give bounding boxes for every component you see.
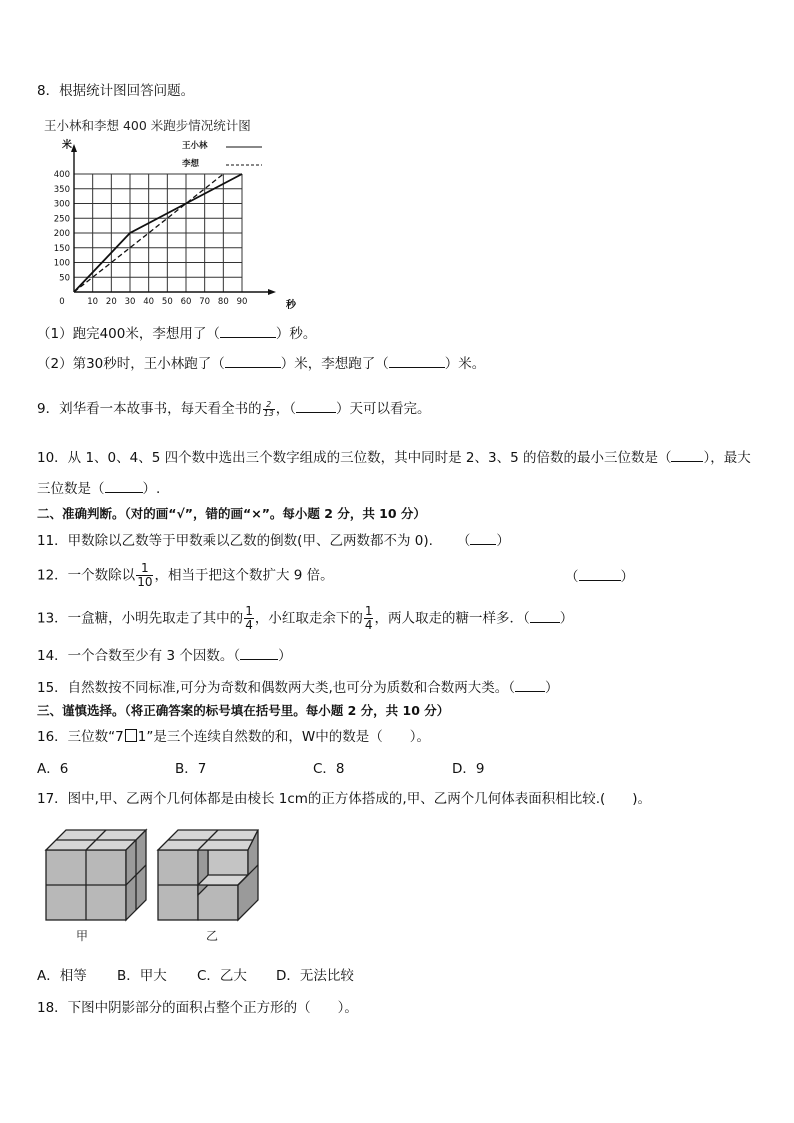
- q11-blank[interactable]: [470, 530, 496, 545]
- q16: [37, 728, 430, 746]
- x-tick-label: 90: [236, 297, 248, 307]
- q14-paren-b: ）: [278, 648, 292, 664]
- q15-paren-b: ）: [545, 680, 559, 696]
- q12-paren-a: （: [565, 569, 579, 585]
- q12-answer: [565, 566, 634, 586]
- section2-heading: 二、准确判断。（对的画“√”，错的画“×”。每小题 2 分，共 10 分）: [37, 506, 426, 521]
- chart-title: 王小林和李想 400 米跑步情况统计图: [44, 118, 251, 133]
- q12-fraction: [136, 562, 153, 589]
- q13-text-c: ，两人取走的糖一样多．（: [374, 610, 530, 627]
- q8-stem: 8．根据统计图回答问题。: [37, 83, 195, 99]
- q13-frac-num-2: 1: [364, 604, 373, 618]
- q11: [37, 530, 510, 550]
- label-yi: 乙: [206, 929, 219, 943]
- q12-blank[interactable]: [579, 566, 621, 581]
- q16-option-c[interactable]: C．8: [313, 761, 345, 777]
- x-tick-label: 60: [180, 297, 192, 307]
- q8-sub1-blank[interactable]: [220, 323, 276, 338]
- x-axis-label: 秒: [286, 300, 296, 310]
- x-tick-label: 0: [59, 297, 65, 307]
- q12: [37, 562, 334, 589]
- y-tick-label: 200: [53, 229, 70, 239]
- q10-text-c: 三位数是（: [37, 481, 105, 497]
- q12-text-a: 12．一个数除以: [37, 567, 136, 584]
- q16-text-b: 1”是三个连续自然数的和，W中的数是（ ）。: [137, 729, 430, 745]
- q17-option-c[interactable]: C．乙大: [197, 968, 247, 984]
- q16-option-d[interactable]: D．9: [452, 761, 485, 777]
- y-tick-label: 350: [53, 184, 70, 195]
- q13-text-b: ，小红取走余下的: [254, 610, 363, 627]
- q10-text-b: ），最大: [703, 450, 751, 466]
- q8-sub2-text-c: ）米。: [444, 356, 486, 372]
- figure-yi: [158, 830, 258, 920]
- q8-sub2-blank-2[interactable]: [389, 353, 445, 368]
- x-axis-arrow: [268, 289, 276, 295]
- figure-jia: [46, 830, 146, 920]
- q10-blank-2[interactable]: [105, 478, 143, 493]
- q8-sub2-text-b: ）米，李想跑了（: [280, 356, 389, 372]
- q15-blank[interactable]: [515, 677, 545, 692]
- y-axis-label: 米: [62, 140, 72, 151]
- q18-text: 18．下图中阴影部分的面积占整个正方形的（ ）。: [37, 1000, 358, 1016]
- q8-sub1-text-b: ）秒。: [275, 326, 317, 342]
- legend-label: 王小林: [182, 141, 208, 151]
- q11-text: 11．甲数除以乙数等于甲数乘以乙数的倒数(甲、乙两数都不为 0).: [37, 533, 433, 549]
- q8-sub1: [37, 323, 316, 343]
- q13-paren-b: ）: [559, 610, 574, 627]
- y-tick-label: 150: [53, 243, 70, 254]
- cube-figures: [36, 820, 276, 950]
- q9-frac-den: 13: [263, 408, 274, 418]
- q17-option-a[interactable]: A．相等: [37, 968, 87, 984]
- q9-text-b: ，（: [275, 401, 297, 417]
- q9: [37, 398, 431, 418]
- q9-fraction: [263, 401, 275, 418]
- q9-blank[interactable]: [296, 398, 336, 413]
- q14-blank[interactable]: [240, 645, 278, 660]
- q15-text-a: 15．自然数按不同标准,可分为奇数和偶数两大类,也可分为质数和合数两大类。（: [37, 680, 516, 696]
- q10-blank-1[interactable]: [671, 447, 703, 462]
- x-tick-label: 20: [105, 297, 117, 307]
- q14-text-a: 14．一个合数至少有 3 个因数。（: [37, 648, 241, 664]
- q16-text-a: 16．三位数“7: [37, 729, 124, 745]
- y-tick-label: 100: [53, 258, 70, 269]
- q13-fraction-2: [364, 605, 374, 632]
- q17-option-d[interactable]: D．无法比较: [276, 968, 354, 984]
- x-tick-label: 70: [199, 297, 211, 307]
- x-tick-label: 10: [87, 297, 99, 307]
- q12-frac-den: 10: [137, 575, 153, 589]
- y-tick-label: 300: [53, 199, 70, 210]
- q11-paren-b: ）: [496, 533, 510, 549]
- x-tick-label: 80: [217, 297, 229, 307]
- x-tick-label: 50: [161, 297, 173, 307]
- q16-option-a[interactable]: A．6: [37, 761, 69, 777]
- q17-option-b[interactable]: B．甲大: [117, 968, 167, 984]
- q12-frac-num: 1: [136, 562, 153, 576]
- q10-line1: [37, 447, 751, 467]
- q10-text-d: ）.: [142, 481, 161, 497]
- section3-heading: 三、谨慎选择。（将正确答案的标号填在括号里。每小题 2 分，共 10 分）: [37, 703, 450, 718]
- q13-frac-den-1: 4: [245, 618, 253, 632]
- q9-text-c: ）天可以看完。: [336, 401, 431, 417]
- q11-paren-a: （: [456, 533, 471, 549]
- x-tick-label: 30: [124, 297, 136, 307]
- y-tick-label: 50: [59, 273, 70, 284]
- q13-blank[interactable]: [530, 608, 560, 623]
- label-jia: 甲: [76, 929, 89, 943]
- q13-fraction-1: [244, 605, 254, 632]
- q17-text: 17．图中,甲、乙两个几何体都是由棱长 1cm的正方体搭成的,甲、乙两个几何体表面积相比较.( )。: [37, 791, 652, 807]
- q16-box-digit: [125, 729, 137, 742]
- y-tick-label: 250: [53, 214, 70, 225]
- q8-sub2-blank-1[interactable]: [225, 353, 281, 368]
- q13-text-a: 13．一盒糖，小明先取走了其中的: [37, 610, 244, 627]
- q8-sub1-text-a: （1）跑完400米，李想用了（: [37, 326, 220, 342]
- q8-sub2: [37, 353, 485, 373]
- running-chart: [40, 115, 360, 310]
- q13: [37, 605, 573, 632]
- q14: [37, 645, 292, 665]
- q13-frac-num-1: 1: [245, 604, 253, 618]
- q9-text-a: 9．刘华看一本故事书，每天看全书的: [37, 401, 262, 417]
- q12-text-b: ，相当于把这个数扩大 9 倍。: [154, 567, 334, 584]
- q8-sub2-text-a: （2）第30秒时，王小林跑了（: [37, 356, 225, 372]
- q15: [37, 677, 559, 697]
- q16-option-b[interactable]: B．7: [175, 761, 207, 777]
- x-tick-label: 40: [143, 297, 155, 307]
- q12-paren-b: ）: [620, 569, 634, 585]
- q9-frac-num: 2: [263, 401, 275, 410]
- y-tick-label: 400: [53, 170, 70, 180]
- legend-label: 李想: [182, 159, 200, 169]
- q10-text-a: 10．从 1、0、4、5 四个数中选出三个数字组成的三位数，其中同时是 2、3、5 的倍数的最小三位数是（: [37, 450, 672, 466]
- q13-frac-den-2: 4: [364, 618, 373, 632]
- q10-line2: [37, 478, 160, 498]
